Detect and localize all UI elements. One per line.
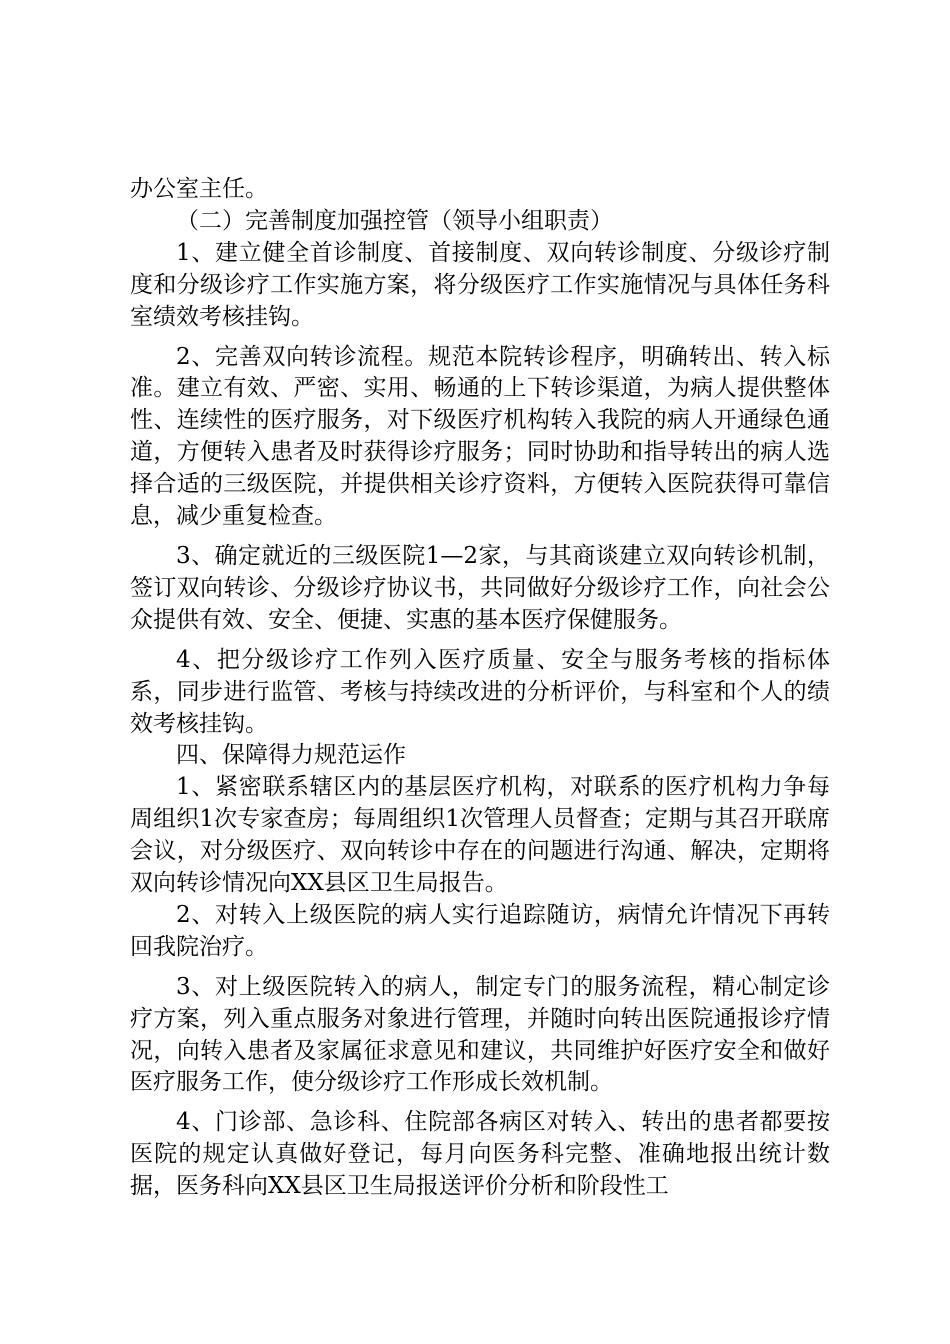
paragraph-guarantee-1: 1、紧密联系辖区内的基层医疗机构，对联系的医疗机构力争每周组织1次专家查房；每周组织1次管理人员督查；定期与其召开联席会议，对分级医疗、双向转诊中存在的问题进行沟通、解决，定期将双向转诊情况向XX县区卫生局报告。 (130, 774, 830, 897)
paragraph-item-3: 3、确定就近的三级医院1—2家，与其商谈建立双向转诊机制，签订双向转诊、分级诊疗协议书，共同做好分级诊疗工作，向社会公众提供有效、安全、便捷、实惠的基本医疗保健服务。 (130, 542, 830, 633)
paragraph-guarantee-3: 3、对上级医院转入的病人，制定专门的服务流程，精心制定诊疗方案，列入重点服务对象进行管理，并随时向转出医院通报诊疗情况，向转入患者及家属征求意见和建议，共同维护好医疗安全和做好医疗服务工作，使分级诊疗工作形成长效机制。 (130, 973, 830, 1096)
paragraph-guarantee-2: 2、对转入上级医院的病人实行追踪随访，病情允许情况下再转回我院治疗。 (130, 901, 830, 960)
paragraph-office-director: 办公室主任。 (130, 176, 268, 202)
paragraph-item-1: 1、建立健全首诊制度、首接制度、双向转诊制度、分级诊疗制度和分级诊疗工作实施方案，将分级医疗工作实施情况与具体任务科室绩效考核挂钩。 (130, 239, 830, 330)
paragraph-item-2: 2、完善双向转诊流程。规范本院转诊程序，明确转出、转入标准。建立有效、严密、实用、畅通的上下转诊渠道，为病人提供整体性、连续性的医疗服务，对下级医疗机构转入我院的病人开通绿色通道，方便转入患者及时获得诊疗服务；同时协助和指导转出的病人选择合适的三级医院，并提供相关诊疗资料，方便转入医院获得可靠信息，减少重复检查。 (130, 343, 830, 530)
section-heading-guarantee: 四、保障得力规范运作 (176, 742, 406, 769)
section-heading-improve-system: （二）完善制度加强控管（领导小组职责） (176, 207, 613, 234)
document-body (130, 174, 830, 1203)
paragraph-item-4: 4、把分级诊疗工作列入医疗质量、安全与服务考核的指标体系，同步进行监管、考核与持续改进的分析评价，与科室和个人的绩效考核挂钩。 (130, 646, 830, 737)
paragraph-guarantee-4: 4、门诊部、急诊科、住院部各病区对转入、转出的患者都要按医院的规定认真做好登记，每月向医务科完整、准确地报出统计数据，医务科向XX县区卫生局报送评价分析和阶段性工 (130, 1109, 830, 1200)
